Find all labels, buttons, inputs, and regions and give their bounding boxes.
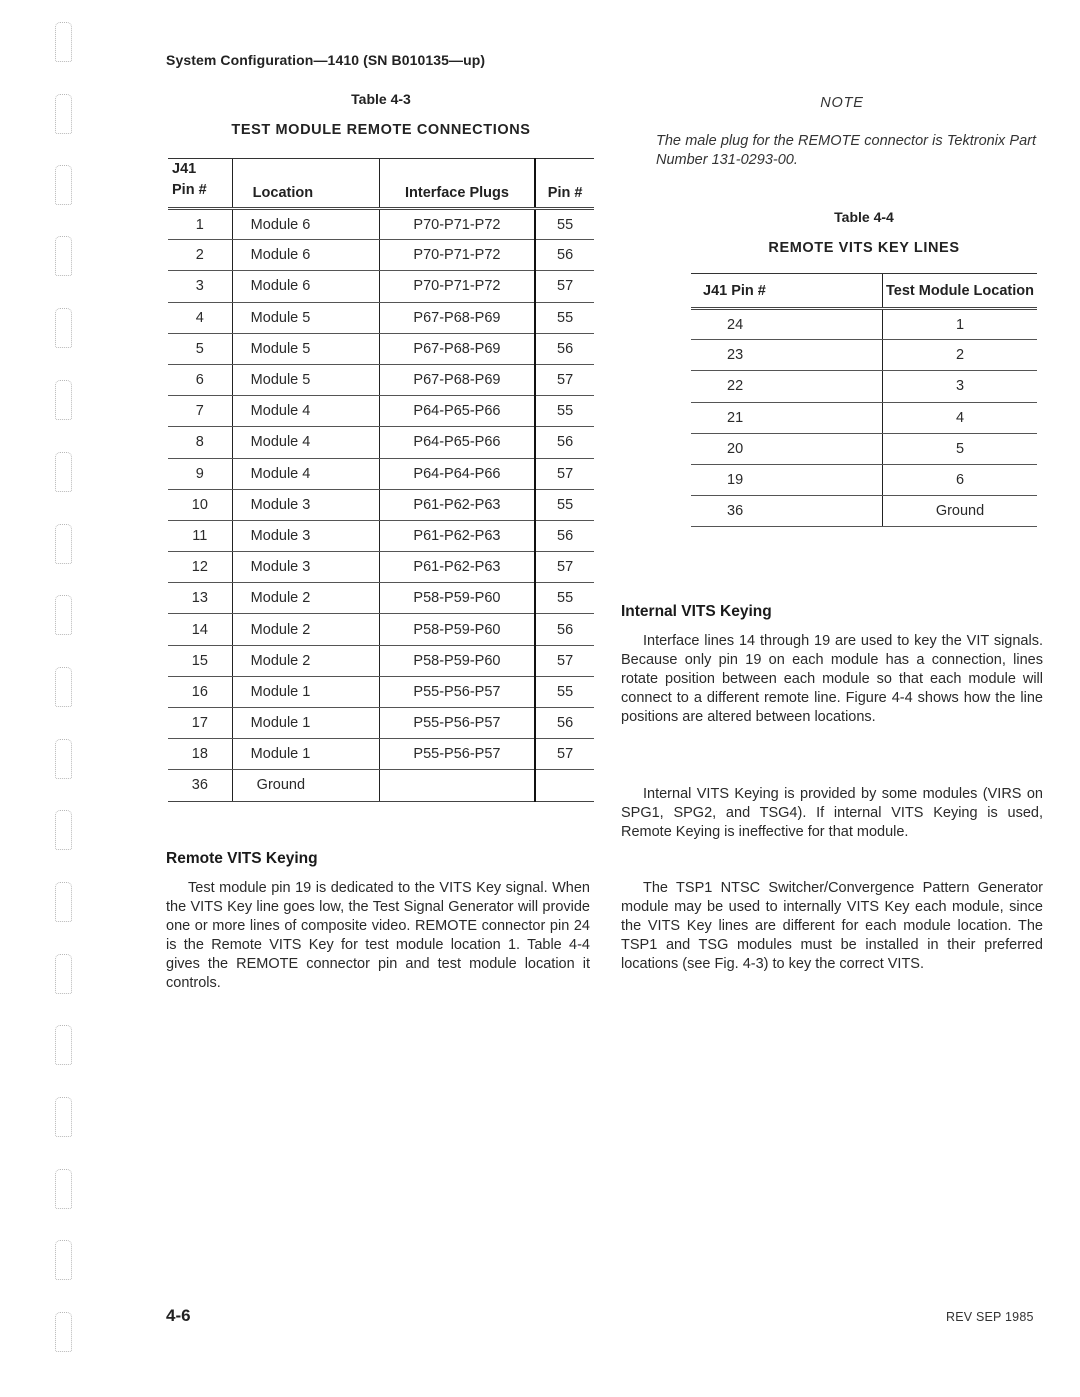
cell-j41-pin: 18: [168, 739, 232, 770]
table-row: [168, 614, 594, 645]
cell-pin: 57: [535, 739, 594, 770]
cell-location: Module 6: [232, 209, 379, 240]
table-row: [168, 552, 594, 583]
cell-pin: 57: [535, 552, 594, 583]
table-row: [691, 340, 1037, 371]
cell-test-module-location: 6: [883, 464, 1038, 495]
table-row: [691, 402, 1037, 433]
cell-pin: 55: [535, 489, 594, 520]
cell-location: Module 3: [232, 489, 379, 520]
cell-j41-pin: 23: [691, 340, 883, 371]
binder-hole-mark: [55, 1312, 72, 1352]
table-row: [168, 302, 594, 333]
cell-j41-pin: 14: [168, 614, 232, 645]
binder-hole-mark: [55, 380, 72, 420]
cell-j41-pin: 6: [168, 364, 232, 395]
table-row: [168, 427, 594, 458]
table-4-3-number: Table 4-3: [351, 91, 411, 107]
cell-interface-plugs: P58-P59-P60: [379, 583, 535, 614]
cell-pin: 55: [535, 583, 594, 614]
cell-j41-pin: 3: [168, 271, 232, 302]
table-row: [168, 739, 594, 770]
cell-pin: 56: [535, 708, 594, 739]
binder-hole-mark: [55, 165, 72, 205]
cell-location: Module 2: [232, 645, 379, 676]
cell-location: Ground: [232, 770, 379, 801]
cell-location: Module 1: [232, 739, 379, 770]
cell-j41-pin: 9: [168, 458, 232, 489]
binder-hole-mark: [55, 1240, 72, 1280]
cell-pin: 57: [535, 645, 594, 676]
binder-hole-mark: [55, 1169, 72, 1209]
table-row: [691, 464, 1037, 495]
cell-location: Module 2: [232, 583, 379, 614]
cell-pin: 56: [535, 520, 594, 551]
cell-j41-pin: 4: [168, 302, 232, 333]
cell-test-module-location: 1: [883, 309, 1038, 340]
cell-interface-plugs: P64-P65-P66: [379, 427, 535, 458]
binder-hole-mark: [55, 524, 72, 564]
remote-vits-key-lines-table: [691, 273, 1037, 527]
paragraph-text: Internal VITS Keying is provided by some modules (VIRS on SPG1, SPG2, and TSG4). If internal VITS Keying is used, Remote Keying is ineffective for that module.: [621, 786, 1043, 840]
cell-location: Module 4: [232, 396, 379, 427]
cell-interface-plugs: P70-P71-P72: [379, 240, 535, 271]
cell-j41-pin: 7: [168, 396, 232, 427]
cell-pin: 55: [535, 209, 594, 240]
header-j41-line1: J41: [172, 161, 197, 177]
cell-pin: 55: [535, 302, 594, 333]
cell-interface-plugs: P61-P62-P63: [379, 552, 535, 583]
cell-j41-pin: 8: [168, 427, 232, 458]
cell-location: Module 6: [232, 240, 379, 271]
cell-j41-pin: 13: [168, 583, 232, 614]
cell-interface-plugs: P55-P56-P57: [379, 739, 535, 770]
binder-hole-mark: [55, 22, 72, 62]
table-row: [168, 489, 594, 520]
cell-location: Module 4: [232, 427, 379, 458]
table-header-row: [691, 274, 1037, 309]
cell-interface-plugs: P67-P68-P69: [379, 333, 535, 364]
table-row: [168, 645, 594, 676]
cell-j41-pin: 36: [691, 496, 883, 527]
cell-location: Module 5: [232, 364, 379, 395]
binder-hole-mark: [55, 882, 72, 922]
cell-pin: 57: [535, 364, 594, 395]
cell-pin: 56: [535, 333, 594, 364]
note-body: The male plug for the REMOTE connector is Tektronix Part Number 131-0293-00.: [656, 133, 1036, 168]
table-row: [168, 396, 594, 427]
header-location: Location: [232, 159, 379, 209]
cell-j41-pin: 12: [168, 552, 232, 583]
cell-location: Module 1: [232, 708, 379, 739]
binder-hole-mark: [55, 308, 72, 348]
running-head: System Configuration—1410 (SN B010135—up): [166, 52, 486, 68]
header-j41-line2: Pin #: [172, 182, 207, 198]
cell-interface-plugs: P70-P71-P72: [379, 271, 535, 302]
cell-location: Module 3: [232, 552, 379, 583]
cell-pin: 57: [535, 458, 594, 489]
cell-interface-plugs: P55-P56-P57: [379, 676, 535, 707]
cell-interface-plugs: P58-P59-P60: [379, 645, 535, 676]
table-row: [168, 458, 594, 489]
table-row: [168, 240, 594, 271]
cell-j41-pin: 22: [691, 371, 883, 402]
internal-vits-keying-paragraph-1: [621, 632, 1043, 727]
cell-interface-plugs: P55-P56-P57: [379, 708, 535, 739]
binder-hole-mark: [55, 94, 72, 134]
cell-j41-pin: 10: [168, 489, 232, 520]
cell-interface-plugs: P61-P62-P63: [379, 489, 535, 520]
paragraph-text: Interface lines 14 through 19 are used to key the VIT signals. Because only pin 19 on each module has a connection, lines rotate position between each module so that each module will connect to a different remote line. Figure 4-4 shows how the line positions are altered between locations.: [621, 633, 1043, 725]
cell-pin: 55: [535, 396, 594, 427]
cell-pin: 56: [535, 614, 594, 645]
binder-hole-mark: [55, 667, 72, 707]
cell-pin: 56: [535, 240, 594, 271]
binder-hole-mark: [55, 1025, 72, 1065]
paragraph-text: The TSP1 NTSC Switcher/Convergence Pattern Generator module may be used to internally VITS Key each module, since the VITS Key lines are different for each module location. The TSP1 and TSG modules must be installed in their preferred locations (see Fig. 4-3) to key the correct VITS.: [621, 880, 1043, 972]
cell-test-module-location: Ground: [883, 496, 1038, 527]
cell-location: Module 5: [232, 333, 379, 364]
header-interface-plugs: Interface Plugs: [379, 159, 535, 209]
cell-interface-plugs: P58-P59-P60: [379, 614, 535, 645]
cell-location: Module 5: [232, 302, 379, 333]
paragraph-text: Test module pin 19 is dedicated to the VITS Key signal. When the VITS Key line goes low, the Test Signal Generator will provide one or more lines of composite video. REMOTE connector pin 24 is the Remote VITS Key for test module location 1. Table 4-4 gives the REMOTE connector pin and test module location it controls.: [166, 880, 590, 991]
binder-hole-mark: [55, 954, 72, 994]
cell-j41-pin: 19: [691, 464, 883, 495]
cell-interface-plugs: P67-P68-P69: [379, 302, 535, 333]
binder-hole-mark: [55, 236, 72, 276]
table-row: [168, 271, 594, 302]
binder-hole-mark: [55, 1097, 72, 1137]
cell-interface-plugs: P67-P68-P69: [379, 364, 535, 395]
remote-vits-keying-paragraph: [166, 879, 590, 993]
table-row: [168, 708, 594, 739]
cell-j41-pin: 16: [168, 676, 232, 707]
header-j41-pin: J41 Pin #: [691, 274, 883, 309]
header-j41-pin: [168, 159, 232, 209]
table-row: [691, 371, 1037, 402]
internal-vits-keying-heading: Internal VITS Keying: [621, 603, 772, 620]
cell-test-module-location: 5: [883, 433, 1038, 464]
internal-vits-keying-paragraph-2: [621, 785, 1043, 842]
table-row: [691, 309, 1037, 340]
cell-interface-plugs: P64-P65-P66: [379, 396, 535, 427]
binder-hole-mark: [55, 810, 72, 850]
cell-interface-plugs: [379, 770, 535, 801]
internal-vits-keying-paragraph-3: [621, 879, 1043, 974]
cell-test-module-location: 4: [883, 402, 1038, 433]
table-row: [168, 209, 594, 240]
test-module-remote-connections-table: [168, 158, 594, 802]
binder-hole-mark: [55, 595, 72, 635]
cell-interface-plugs: P61-P62-P63: [379, 520, 535, 551]
cell-j41-pin: 5: [168, 333, 232, 364]
table-4-4-title: REMOTE VITS KEY LINES: [768, 240, 960, 256]
cell-pin: 57: [535, 271, 594, 302]
cell-pin: 55: [535, 676, 594, 707]
cell-j41-pin: 21: [691, 402, 883, 433]
table-row: [168, 364, 594, 395]
cell-j41-pin: 20: [691, 433, 883, 464]
cell-interface-plugs: P64-P64-P66: [379, 458, 535, 489]
cell-j41-pin: 15: [168, 645, 232, 676]
table-row: [691, 433, 1037, 464]
binder-hole-mark: [55, 452, 72, 492]
cell-j41-pin: 36: [168, 770, 232, 801]
cell-location: Module 3: [232, 520, 379, 551]
header-test-module-location: Test Module Location: [883, 274, 1038, 309]
table-4-4-number: Table 4-4: [834, 209, 894, 225]
table-row: [168, 770, 594, 801]
cell-pin: 56: [535, 427, 594, 458]
note-label: NOTE: [820, 95, 864, 111]
cell-test-module-location: 3: [883, 371, 1038, 402]
cell-location: Module 1: [232, 676, 379, 707]
cell-location: Module 2: [232, 614, 379, 645]
table-row: [168, 676, 594, 707]
cell-test-module-location: 2: [883, 340, 1038, 371]
table-row: [168, 583, 594, 614]
cell-j41-pin: 1: [168, 209, 232, 240]
page-number: 4-6: [166, 1306, 191, 1325]
table-4-3-title: TEST MODULE REMOTE CONNECTIONS: [231, 122, 531, 138]
table-row: [168, 520, 594, 551]
cell-j41-pin: 11: [168, 520, 232, 551]
cell-location: Module 4: [232, 458, 379, 489]
binder-hole-mark: [55, 739, 72, 779]
revision-date: REV SEP 1985: [946, 1310, 1034, 1324]
cell-pin: [535, 770, 594, 801]
table-header-row: [168, 159, 594, 209]
cell-j41-pin: 24: [691, 309, 883, 340]
cell-j41-pin: 17: [168, 708, 232, 739]
cell-interface-plugs: P70-P71-P72: [379, 209, 535, 240]
table-row: [168, 333, 594, 364]
remote-vits-keying-heading: Remote VITS Keying: [166, 850, 318, 867]
cell-j41-pin: 2: [168, 240, 232, 271]
header-pin: Pin #: [535, 159, 594, 209]
table-row: [691, 496, 1037, 527]
cell-location: Module 6: [232, 271, 379, 302]
